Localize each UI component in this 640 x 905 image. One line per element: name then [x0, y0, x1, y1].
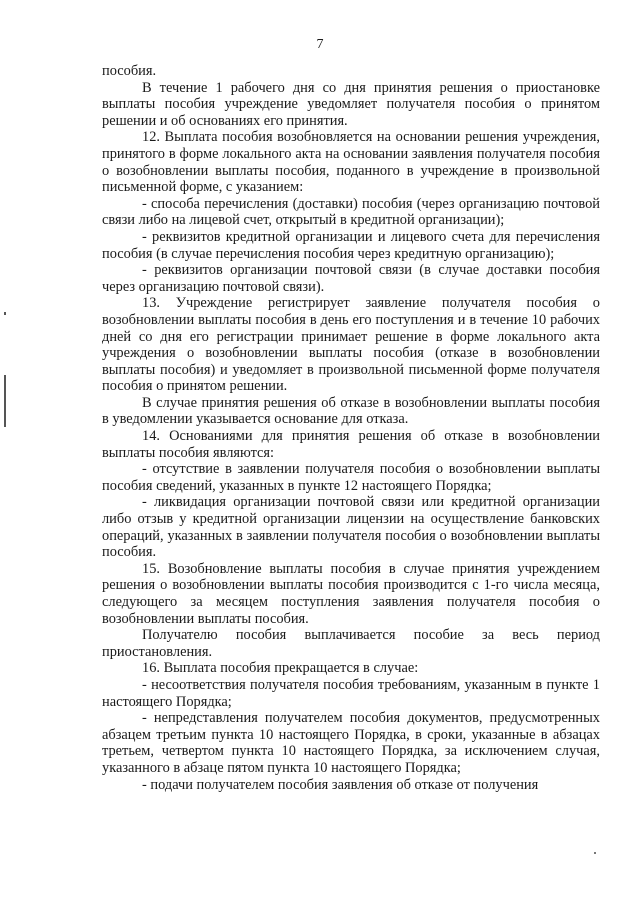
scan-margin-mark	[4, 312, 6, 315]
document-body	[102, 63, 600, 793]
paragraph: - способа перечисления (доставки) пособия (через организацию почтовой связи либо на лицевой счет, открытый в кредитной организации);	[102, 195, 600, 229]
paragraph: - отсутствие в заявлении получателя пособия о возобновлении выплаты пособия сведений, указанных в пункте 12 настоящего Порядка;	[102, 461, 600, 494]
scan-margin-mark	[4, 375, 6, 427]
paragraph: 14. Основаниями для принятия решения об отказе в возобновлении выплаты пособия являются:	[102, 428, 600, 461]
paragraph: В случае принятия решения об отказе в возобновлении выплаты пособия в уведомлении указывается основание для отказа.	[102, 394, 600, 428]
paragraph: - подачи получателем пособия заявления об отказе от получения	[142, 776, 539, 793]
paragraph: - реквизитов кредитной организации и лицевого счета для перечисления пособия (в случае перечисления пособия через кредитную организацию);	[102, 228, 600, 262]
paragraph: Получателю пособия выплачивается пособие за весь период приостановления.	[102, 627, 600, 660]
paragraph: - ликвидация организации почтовой связи или кредитной организации либо отзыв у кредитной организации лицензии на осуществление банковских операций, указанных в заявлении получателя пособия о возобновлении выплаты пособия.	[102, 494, 600, 561]
paragraph: пособия.	[102, 63, 157, 79]
paragraph: 12. Выплата пособия возобновляется на основании решения учреждения, принятого в форме локального акта на основании заявления получателя пособия о возобновлении выплаты пособия, поданного в учреждение в произвольной письменной форме, с указанием:	[102, 129, 600, 196]
paragraph: В течение 1 рабочего дня со дня принятия решения о приостановке выплаты пособия учреждение уведомляет получателя пособия о принятом решении и об основаниях его принятия.	[102, 79, 600, 129]
paragraph: 16. Выплата пособия прекращается в случае:	[142, 660, 419, 677]
paragraph: 15. Возобновление выплаты пособия в случае принятия учреждением решения о возобновлении выплаты пособия производится с 1-го числа месяца, следующего за месяцем поступления заявления получателя пособия о возобновлении выплаты пособия.	[102, 560, 600, 627]
paragraph: - реквизитов организации почтовой связи (в случае доставки пособия через организацию почтовой связи).	[102, 262, 600, 295]
paragraph: 13. Учреждение регистрирует заявление получателя пособия о возобновлении выплаты пособия в день его поступления и в течение 10 рабочих дней со дня его регистрации принимает решение в форме локального акта учреждения о возобновлении выплаты пособия (отказе в возобновлении выплаты пособия) и уведомляет в произвольной письменной форме получателя пособия о принятом решении.	[102, 295, 600, 395]
scan-speck	[594, 852, 596, 854]
paragraph: - непредставления получателем пособия документов, предусмотренных абзацем третьим пункта 10 настоящего Порядка, в сроки, указанные в абзацах третьем, четвертом пункта 10 настоящего Порядка, за исключением случая, указанного в абзаце пятом пункта 10 настоящего Порядка;	[102, 710, 600, 776]
paragraph: - несоответствия получателя пособия требованиям, указанным в пункте 1 настоящего Порядка;	[102, 676, 600, 710]
page-number: 7	[316, 37, 324, 52]
